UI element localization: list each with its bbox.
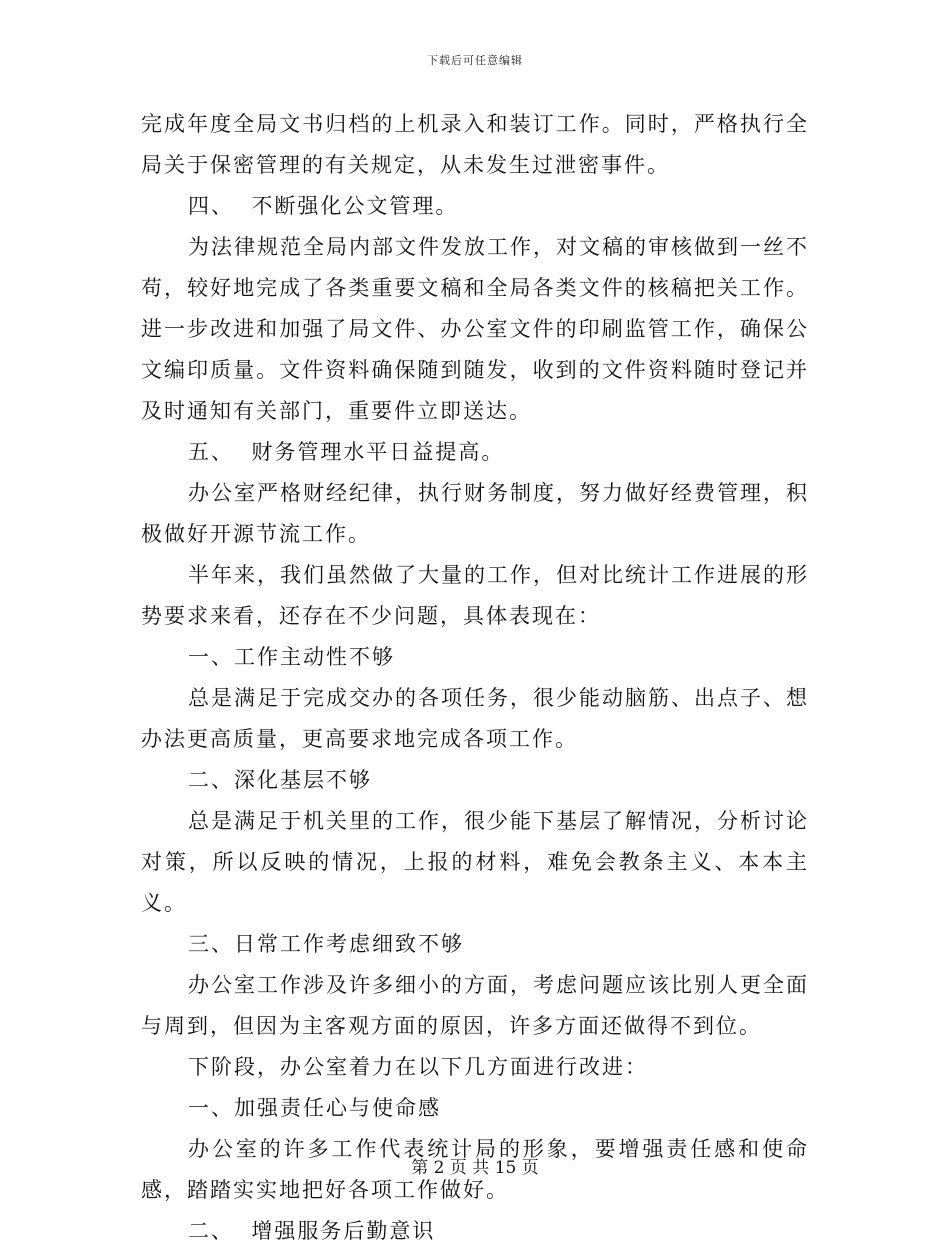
paragraph: 办公室严格财经纪律，执行财务制度，努力做好经费管理，积极做好开源节流工作。 [141, 481, 809, 546]
document-body [141, 104, 809, 1252]
section-heading: 一、加强责任心与使命感 [188, 1096, 441, 1120]
paragraph: 总是满足于完成交办的各项任务，很少能动脑筋、出点子、想办法更高质量，更高要求地完成各项工作。 [141, 686, 809, 751]
page-number: 第 2 页 共 15 页 [411, 1158, 539, 1178]
section-heading: 二、深化基层不够 [188, 768, 372, 792]
section-heading: 二、 增强服务后勤意识 [188, 1219, 436, 1243]
section-heading: 五、 财务管理水平日益提高。 [188, 440, 505, 464]
paragraph: 为法律规范全局内部文件发放工作，对文稿的审核做到一丝不苟，较好地完成了各类重要文稿和全局各类文件的核稿把关工作。进一步改进和加强了局文件、办公室文件的印刷监管工作，确保公文编印质量。文件资料确保随到随发，收到的文件资料随时登记并及时通知有关部门，重要件立即送达。 [141, 235, 809, 423]
paragraph: 半年来，我们虽然做了大量的工作，但对比统计工作进展的形势要求来看，还存在不少问题，具体表现在： [141, 563, 809, 628]
section-heading: 一、工作主动性不够 [188, 645, 395, 669]
paragraph: 完成年度全局文书归档的上机录入和装订工作。同时，严格执行全局关于保密管理的有关规定，从未发生过泄密事件。 [141, 112, 809, 177]
paragraph: 总是满足于机关里的工作，很少能下基层了解情况，分析讨论对策，所以反映的情况，上报的材料，难免会教条主义、本本主义。 [141, 809, 809, 915]
paragraph: 办公室工作涉及许多细小的方面，考虑问题应该比别人更全面与周到，但因为主客观方面的原因，许多方面还做得不到位。 [141, 973, 809, 1038]
section-heading: 三、日常工作考虑细致不够 [188, 932, 464, 956]
paragraph: 办公室的许多工作代表统计局的形象，要增强责任感和使命感，踏踏实实地把好各项工作做好。 [141, 1137, 809, 1202]
paragraph: 下阶段，办公室着力在以下几方面进行改进： [188, 1055, 648, 1079]
section-heading: 四、 不断强化公文管理。 [188, 194, 459, 218]
page-header-note: 下载后可任意编辑 [427, 54, 523, 67]
